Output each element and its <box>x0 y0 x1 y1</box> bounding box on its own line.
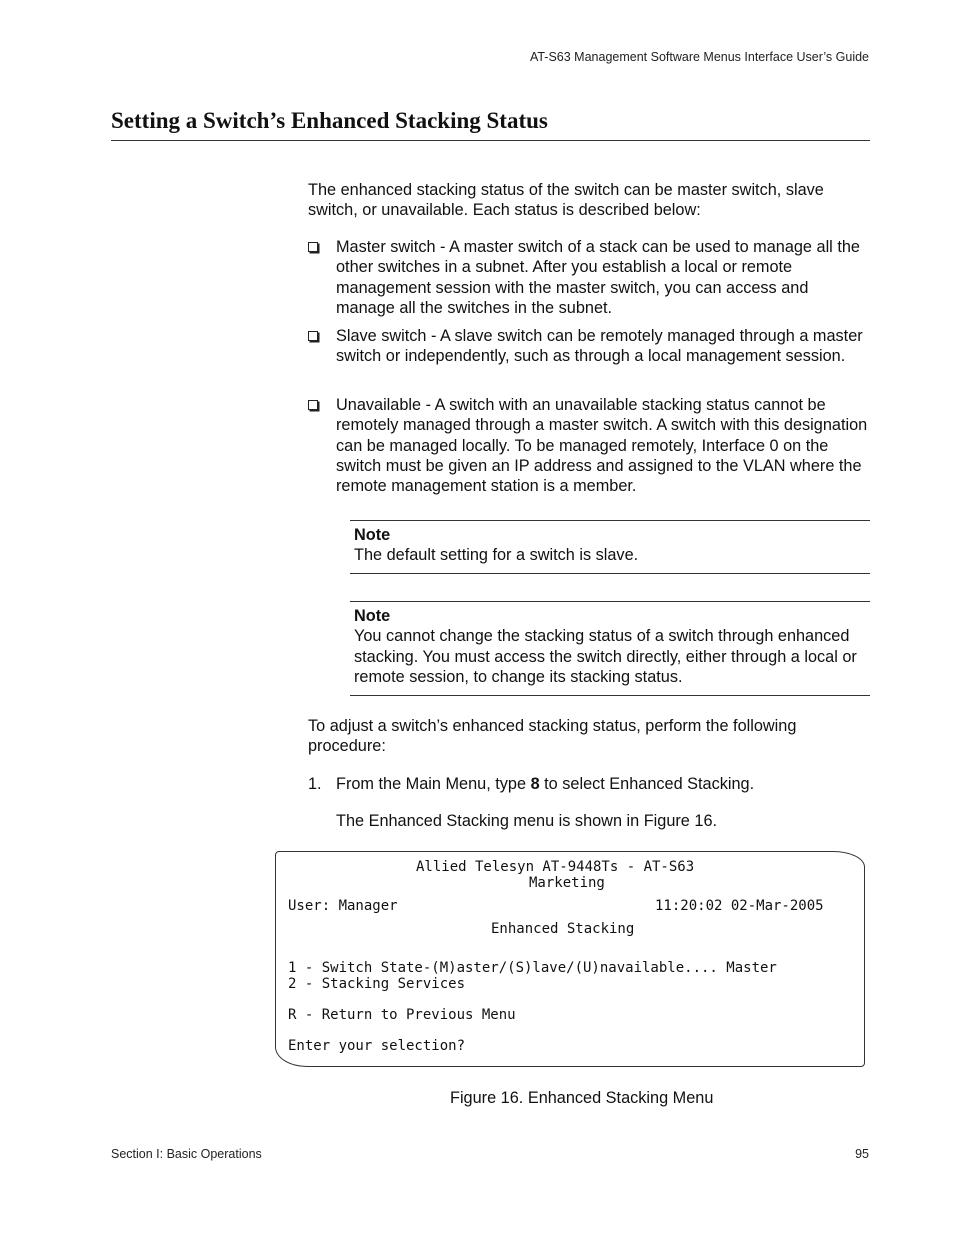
note-box <box>350 601 870 696</box>
checkbox-bullet-icon <box>308 400 318 410</box>
terminal-datetime: 11:20:02 02-Mar-2005 <box>655 898 824 914</box>
section-title: Setting a Switch’s Enhanced Stacking Status <box>111 108 548 133</box>
figure-caption: Figure 16. Enhanced Stacking Menu <box>450 1089 714 1107</box>
terminal-prompt: Enter your selection? <box>288 1038 466 1054</box>
running-header: AT-S63 Management Software Menus Interface User’s Guide <box>529 50 869 64</box>
footer-section: Section I: Basic Operations <box>111 1147 262 1161</box>
intro-paragraph: The enhanced stacking status of the switch can be master switch, slave switch, or unavailable. Each status is described below: <box>308 181 824 220</box>
checkbox-bullet-icon <box>308 331 318 341</box>
procedure-intro: To adjust a switch’s enhanced stacking status, perform the following procedure: <box>308 717 797 756</box>
bullet-text: Master switch - A master switch of a stack can be used to manage all the other switches in a subnet. After you establish a local or remote management session with the master switch, you can access and manage all the switches in the subnet. <box>336 238 860 317</box>
terminal-option-2: 2 - Stacking Services <box>288 976 466 992</box>
step-number: 1. <box>308 775 322 793</box>
terminal-screen <box>275 851 865 1067</box>
step-result: The Enhanced Stacking menu is shown in Figure 16. <box>336 812 718 830</box>
terminal-option-return: R - Return to Previous Menu <box>288 1007 516 1023</box>
terminal-user: User: Manager <box>288 898 398 914</box>
terminal-menu-title: Enhanced Stacking <box>491 921 635 937</box>
step-text-before: From the Main Menu, type <box>336 775 531 793</box>
terminal-location: Marketing <box>529 875 605 891</box>
step-text <box>336 774 754 794</box>
note-text: The default setting for a switch is slave. <box>354 546 639 565</box>
terminal-device: Allied Telesyn AT-9448Ts - AT-S63 <box>416 859 695 875</box>
note-box <box>350 520 870 574</box>
title-rule <box>111 140 870 141</box>
note-title: Note <box>354 526 391 544</box>
note-title: Note <box>354 607 391 625</box>
note-text: You cannot change the stacking status of a switch through enhanced stacking. You must access the switch directly, either through a local or remote session, to change its stacking status. <box>354 627 857 686</box>
step-text-after: to select Enhanced Stacking. <box>539 775 755 793</box>
bullet-text: Slave switch - A slave switch can be remotely managed through a master switch or independently, such as through a local management session. <box>336 327 863 366</box>
terminal-option-1: 1 - Switch State-(M)aster/(S)lave/(U)navailable.... Master <box>288 960 777 976</box>
bullet-text: Unavailable - A switch with an unavailable stacking status cannot be remotely managed through a master switch. A switch with this designation can be managed locally. To be managed remotely, Interface 0 on the switch must be given an IP address and assigned to the VLAN where the remote management station is a member. <box>336 396 868 496</box>
step-key: 8 <box>530 775 540 793</box>
page-number: 95 <box>855 1147 869 1161</box>
checkbox-bullet-icon <box>308 242 318 252</box>
